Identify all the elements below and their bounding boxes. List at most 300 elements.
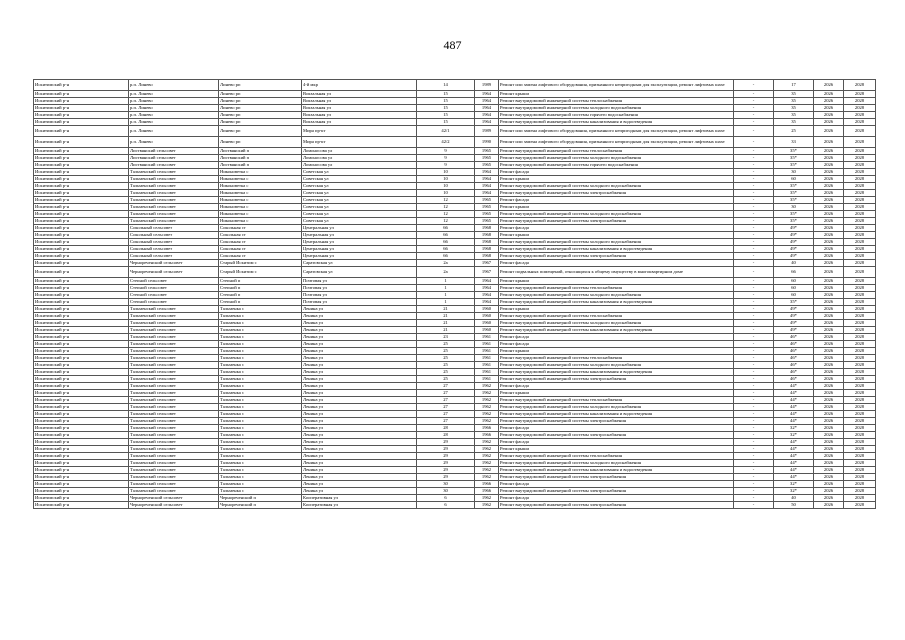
settlement-cell: Сокольная ст: [219, 253, 302, 260]
work-type-cell: Ремонт внутридомовой инженерной системы теплоснабжения: [499, 98, 734, 105]
end-year-cell: 2028: [844, 327, 876, 334]
municipality-cell: Тальменский сельсовет: [129, 334, 219, 341]
work-type-cell: Ремонт внутридомовой инженерной системы холодного водоснабжения: [499, 155, 734, 162]
end-year-cell: 2028: [844, 278, 876, 285]
year-built-cell: 1962: [475, 474, 499, 481]
work-type-cell: Ремонт фасада: [499, 169, 734, 176]
table-row: [34, 260, 876, 267]
dash-cell: -: [734, 232, 774, 239]
dash-cell: -: [734, 376, 774, 383]
house-number-cell: 25: [417, 376, 475, 383]
house-number-cell: 29: [417, 446, 475, 453]
municipality-cell: Степной сельсовет: [129, 285, 219, 292]
district-cell: Искитимский р-н: [34, 218, 129, 225]
house-number-cell: 25: [417, 369, 475, 376]
municipality-cell: Тальменский сельсовет: [129, 467, 219, 474]
settlement-cell: Тальменка с: [219, 376, 302, 383]
house-number-cell: 15: [417, 91, 475, 98]
start-year-cell: 2026: [814, 460, 844, 467]
street-cell: Советская ул: [302, 197, 417, 204]
table-row: [34, 390, 876, 397]
year-built-cell: 1965: [475, 162, 499, 169]
term-cell: 44*: [774, 390, 814, 397]
municipality-cell: Тальменский сельсовет: [129, 418, 219, 425]
house-number-cell: 25: [417, 362, 475, 369]
start-year-cell: 2026: [814, 285, 844, 292]
dash-cell: -: [734, 155, 774, 162]
street-cell: Ленина ул: [302, 306, 417, 313]
district-cell: Искитимский р-н: [34, 176, 129, 183]
end-year-cell: 2028: [844, 390, 876, 397]
dash-cell: -: [734, 355, 774, 362]
house-number-cell: 42/1: [417, 126, 475, 137]
settlement-cell: Тальменка с: [219, 411, 302, 418]
municipality-cell: Тальменский сельсовет: [129, 341, 219, 348]
street-cell: Вокзальная ул: [302, 112, 417, 119]
municipality-cell: Тальменский сельсовет: [129, 306, 219, 313]
house-number-cell: 29: [417, 453, 475, 460]
street-cell: Вокзальная ул: [302, 119, 417, 126]
work-type-cell: Ремонт фасада: [499, 495, 734, 502]
house-number-cell: 6: [417, 495, 475, 502]
start-year-cell: 2026: [814, 225, 844, 232]
work-type-cell: Ремонт внутридомовой инженерной системы канализования и водоотведения: [499, 299, 734, 306]
year-built-cell: 1965: [475, 197, 499, 204]
municipality-cell: р.п. Линево: [129, 80, 219, 91]
house-number-cell: 21: [417, 306, 475, 313]
start-year-cell: 2026: [814, 418, 844, 425]
settlement-cell: Никоноветка с: [219, 204, 302, 211]
street-cell: Центральная ул: [302, 232, 417, 239]
year-built-cell: 1962: [475, 390, 499, 397]
table-row: [34, 253, 876, 260]
year-built-cell: 1968: [475, 232, 499, 239]
settlement-cell: Тальменка с: [219, 460, 302, 467]
end-year-cell: 2028: [844, 404, 876, 411]
table-row: [34, 299, 876, 306]
work-type-cell: Ремонт внутридомовой инженерной системы канализования и водоотведения: [499, 369, 734, 376]
term-cell: 33: [774, 137, 814, 148]
term-cell: 44*: [774, 453, 814, 460]
settlement-cell: Тальменка с: [219, 467, 302, 474]
dash-cell: -: [734, 98, 774, 105]
house-number-cell: 21: [417, 327, 475, 334]
term-cell: 44*: [774, 404, 814, 411]
year-built-cell: 1961: [475, 355, 499, 362]
year-built-cell: 1964: [475, 98, 499, 105]
term-cell: 35: [774, 105, 814, 112]
table-row: [34, 439, 876, 446]
street-cell: Ломоносова ул: [302, 162, 417, 169]
municipality-cell: Тальменский сельсовет: [129, 481, 219, 488]
start-year-cell: 2026: [814, 148, 844, 155]
year-built-cell: 1960: [475, 313, 499, 320]
district-cell: Искитимский р-н: [34, 190, 129, 197]
term-cell: 50: [774, 502, 814, 509]
dash-cell: -: [734, 397, 774, 404]
work-type-cell: Ремонт внутридомовой инженерной системы теплоснабжения: [499, 453, 734, 460]
dash-cell: -: [734, 362, 774, 369]
year-built-cell: 1961: [475, 362, 499, 369]
end-year-cell: 2028: [844, 105, 876, 112]
municipality-cell: Чернореченский сельсовет: [129, 502, 219, 509]
street-cell: Ленина ул: [302, 460, 417, 467]
municipality-cell: Тальменский сельсовет: [129, 446, 219, 453]
start-year-cell: 2026: [814, 432, 844, 439]
dash-cell: -: [734, 211, 774, 218]
dash-cell: -: [734, 137, 774, 148]
street-cell: Центральная ул: [302, 246, 417, 253]
house-number-cell: 21: [417, 313, 475, 320]
table-row: [34, 232, 876, 239]
start-year-cell: 2026: [814, 267, 844, 278]
term-cell: 35*: [774, 218, 814, 225]
table-row: [34, 502, 876, 509]
end-year-cell: 2028: [844, 488, 876, 495]
start-year-cell: 2026: [814, 169, 844, 176]
dash-cell: -: [734, 369, 774, 376]
district-cell: Искитимский р-н: [34, 225, 129, 232]
municipality-cell: р.п. Линево: [129, 91, 219, 98]
street-cell: Ломоносова ул: [302, 155, 417, 162]
work-type-cell: Ремонт крыши: [499, 176, 734, 183]
municipality-cell: Тальменский сельсовет: [129, 211, 219, 218]
work-type-cell: Ремонт крыши: [499, 348, 734, 355]
dash-cell: -: [734, 239, 774, 246]
house-number-cell: 66: [417, 253, 475, 260]
house-number-cell: 6: [417, 502, 475, 509]
start-year-cell: 2026: [814, 137, 844, 148]
work-type-cell: Ремонт крыши: [499, 91, 734, 98]
table-row: [34, 190, 876, 197]
start-year-cell: 2026: [814, 306, 844, 313]
table-row: [34, 495, 876, 502]
table-row: [34, 148, 876, 155]
street-cell: Ленина ул: [302, 390, 417, 397]
house-number-cell: 23: [417, 334, 475, 341]
settlement-cell: Никоноветка с: [219, 176, 302, 183]
work-type-cell: Ремонт крыши: [499, 306, 734, 313]
work-type-cell: Ремонт подвальных помещений, относящихся к общему имуществу в многоквартирном доме: [499, 267, 734, 278]
street-cell: Советская ул: [302, 218, 417, 225]
street-cell: Ленина ул: [302, 467, 417, 474]
municipality-cell: Тальменский сельсовет: [129, 355, 219, 362]
year-built-cell: 1967: [475, 260, 499, 267]
year-built-cell: 1964: [475, 299, 499, 306]
table-row: [34, 112, 876, 119]
dash-cell: -: [734, 341, 774, 348]
street-cell: Ленина ул: [302, 404, 417, 411]
start-year-cell: 2026: [814, 105, 844, 112]
district-cell: Искитимский р-н: [34, 488, 129, 495]
street-cell: Ленина ул: [302, 313, 417, 320]
term-cell: 60: [774, 176, 814, 183]
term-cell: 44*: [774, 397, 814, 404]
term-cell: 49*: [774, 320, 814, 327]
term-cell: 60: [774, 285, 814, 292]
street-cell: Центральная ул: [302, 239, 417, 246]
dash-cell: -: [734, 327, 774, 334]
settlement-cell: Линево рп: [219, 91, 302, 98]
work-type-cell: Ремонт фасада: [499, 197, 734, 204]
end-year-cell: 2028: [844, 246, 876, 253]
settlement-cell: Никоноветка с: [219, 190, 302, 197]
district-cell: Искитимский р-н: [34, 418, 129, 425]
end-year-cell: 2028: [844, 418, 876, 425]
municipality-cell: р.п. Линево: [129, 126, 219, 137]
municipality-cell: Тальменский сельсовет: [129, 411, 219, 418]
dash-cell: -: [734, 162, 774, 169]
start-year-cell: 2026: [814, 253, 844, 260]
work-type-cell: Ремонт внутридомовой инженерной системы электроснабжения: [499, 418, 734, 425]
start-year-cell: 2026: [814, 239, 844, 246]
dash-cell: -: [734, 299, 774, 306]
dash-cell: -: [734, 253, 774, 260]
house-number-cell: 10: [417, 183, 475, 190]
start-year-cell: 2026: [814, 292, 844, 299]
work-type-cell: Ремонт внутридомовой инженерной системы теплоснабжения: [499, 148, 734, 155]
municipality-cell: Тальменский сельсовет: [129, 327, 219, 334]
end-year-cell: 2028: [844, 253, 876, 260]
end-year-cell: 2028: [844, 425, 876, 432]
district-cell: Искитимский р-н: [34, 390, 129, 397]
municipality-cell: Тальменский сельсовет: [129, 474, 219, 481]
year-built-cell: 1968: [475, 239, 499, 246]
district-cell: Искитимский р-н: [34, 327, 129, 334]
work-type-cell: Ремонт крыши: [499, 446, 734, 453]
work-type-cell: Ремонт крыши: [499, 204, 734, 211]
house-number-cell: 25: [417, 355, 475, 362]
year-built-cell: 1965: [475, 204, 499, 211]
work-type-cell: Ремонт внутридомовой инженерной системы холодного водоснабжения: [499, 239, 734, 246]
settlement-cell: Степной п: [219, 278, 302, 285]
work-type-cell: Ремонт внутридомовой инженерной системы канализования и водоотведения: [499, 119, 734, 126]
municipality-cell: Листвянский сельсовет: [129, 155, 219, 162]
dash-cell: -: [734, 278, 774, 285]
district-cell: Искитимский р-н: [34, 91, 129, 98]
settlement-cell: Степной п: [219, 299, 302, 306]
settlement-cell: Листвянский п: [219, 148, 302, 155]
table-row: [34, 176, 876, 183]
end-year-cell: 2028: [844, 313, 876, 320]
dash-cell: -: [734, 383, 774, 390]
term-cell: 66: [774, 267, 814, 278]
table-row: [34, 376, 876, 383]
end-year-cell: 2028: [844, 495, 876, 502]
settlement-cell: Тальменка с: [219, 327, 302, 334]
start-year-cell: 2026: [814, 376, 844, 383]
district-cell: Искитимский р-н: [34, 474, 129, 481]
table-row: [34, 137, 876, 148]
dash-cell: -: [734, 334, 774, 341]
term-cell: 35: [774, 91, 814, 98]
house-number-cell: 29: [417, 467, 475, 474]
start-year-cell: 2026: [814, 112, 844, 119]
house-number-cell: 2а: [417, 260, 475, 267]
term-cell: 35*: [774, 162, 814, 169]
street-cell: Советская ул: [302, 211, 417, 218]
dash-cell: -: [734, 148, 774, 155]
start-year-cell: 2026: [814, 176, 844, 183]
municipality-cell: Тальменский сельсовет: [129, 348, 219, 355]
street-cell: Ленина ул: [302, 327, 417, 334]
house-number-cell: 1: [417, 292, 475, 299]
street-cell: Ломоносова ул: [302, 148, 417, 155]
end-year-cell: 2028: [844, 211, 876, 218]
term-cell: 44*: [774, 467, 814, 474]
dash-cell: -: [734, 404, 774, 411]
end-year-cell: 2028: [844, 341, 876, 348]
dash-cell: -: [734, 502, 774, 509]
district-cell: Искитимский р-н: [34, 502, 129, 509]
work-type-cell: Ремонт фасада: [499, 260, 734, 267]
start-year-cell: 2026: [814, 362, 844, 369]
street-cell: Вокзальная ул: [302, 98, 417, 105]
end-year-cell: 2028: [844, 474, 876, 481]
settlement-cell: Никоноветка с: [219, 218, 302, 225]
district-cell: Искитимский р-н: [34, 80, 129, 91]
municipality-cell: р.п. Линево: [129, 98, 219, 105]
table-row: [34, 411, 876, 418]
municipality-cell: Степной сельсовет: [129, 292, 219, 299]
district-cell: Искитимский р-н: [34, 183, 129, 190]
end-year-cell: 2028: [844, 502, 876, 509]
end-year-cell: 2028: [844, 285, 876, 292]
district-cell: Искитимский р-н: [34, 404, 129, 411]
year-built-cell: 1990: [475, 137, 499, 148]
work-type-cell: Ремонт фасада: [499, 225, 734, 232]
municipality-cell: Тальменский сельсовет: [129, 404, 219, 411]
municipality-cell: Тальменский сельсовет: [129, 169, 219, 176]
year-built-cell: 1964: [475, 190, 499, 197]
settlement-cell: Тальменка с: [219, 474, 302, 481]
street-cell: Советская ул: [302, 190, 417, 197]
street-cell: Кооперативная ул: [302, 502, 417, 509]
municipality-cell: Тальменский сельсовет: [129, 204, 219, 211]
work-type-cell: Ремонт или замена лифтового оборудования, признанного непригодным для эксплуатации, ремонт лифтовых шахт: [499, 126, 734, 137]
start-year-cell: 2026: [814, 119, 844, 126]
settlement-cell: Никоноветка с: [219, 211, 302, 218]
dash-cell: -: [734, 439, 774, 446]
settlement-cell: Старый Искитим с: [219, 267, 302, 278]
work-type-cell: Ремонт крыши: [499, 278, 734, 285]
work-type-cell: Ремонт внутридомовой инженерной системы канализования и водоотведения: [499, 246, 734, 253]
dash-cell: -: [734, 105, 774, 112]
street-cell: Вокзальная ул: [302, 105, 417, 112]
term-cell: 44*: [774, 411, 814, 418]
district-cell: Искитимский р-н: [34, 253, 129, 260]
district-cell: Искитимский р-н: [34, 267, 129, 278]
district-cell: Искитимский р-н: [34, 362, 129, 369]
municipality-cell: Степной сельсовет: [129, 299, 219, 306]
house-number-cell: 28: [417, 425, 475, 432]
dash-cell: -: [734, 204, 774, 211]
house-number-cell: 27: [417, 411, 475, 418]
start-year-cell: 2026: [814, 411, 844, 418]
term-cell: 44*: [774, 439, 814, 446]
street-cell: Советская ул: [302, 204, 417, 211]
house-number-cell: 9: [417, 155, 475, 162]
year-built-cell: 1968: [475, 253, 499, 260]
dash-cell: -: [734, 481, 774, 488]
end-year-cell: 2028: [844, 267, 876, 278]
settlement-cell: Степной п: [219, 285, 302, 292]
street-cell: Ленина ул: [302, 369, 417, 376]
district-cell: Искитимский р-н: [34, 453, 129, 460]
settlement-cell: Тальменка с: [219, 418, 302, 425]
dash-cell: -: [734, 467, 774, 474]
year-built-cell: 1962: [475, 495, 499, 502]
capital-repair-table: [33, 79, 876, 509]
year-built-cell: 1964: [475, 278, 499, 285]
table-row: [34, 320, 876, 327]
house-number-cell: 27: [417, 418, 475, 425]
house-number-cell: 27: [417, 390, 475, 397]
dash-cell: -: [734, 453, 774, 460]
table-row: [34, 467, 876, 474]
start-year-cell: 2026: [814, 453, 844, 460]
table-row: [34, 246, 876, 253]
dash-cell: -: [734, 169, 774, 176]
settlement-cell: Линево рп: [219, 105, 302, 112]
settlement-cell: Тальменка с: [219, 439, 302, 446]
end-year-cell: 2028: [844, 348, 876, 355]
work-type-cell: Ремонт фасада: [499, 425, 734, 432]
term-cell: 60: [774, 292, 814, 299]
start-year-cell: 2026: [814, 232, 844, 239]
year-built-cell: 1960: [475, 320, 499, 327]
house-number-cell: 15: [417, 112, 475, 119]
district-cell: Искитимский р-н: [34, 98, 129, 105]
district-cell: Искитимский р-н: [34, 306, 129, 313]
house-number-cell: 15: [417, 119, 475, 126]
house-number-cell: 12: [417, 211, 475, 218]
term-cell: 25: [774, 126, 814, 137]
street-cell: 4-й мкр: [302, 80, 417, 91]
term-cell: 35*: [774, 211, 814, 218]
municipality-cell: Тальменский сельсовет: [129, 383, 219, 390]
term-cell: 30: [774, 204, 814, 211]
year-built-cell: 1962: [475, 383, 499, 390]
term-cell: 35: [774, 119, 814, 126]
house-number-cell: 12: [417, 218, 475, 225]
street-cell: Ленина ул: [302, 453, 417, 460]
settlement-cell: Тальменка с: [219, 341, 302, 348]
start-year-cell: 2026: [814, 218, 844, 225]
district-cell: Искитимский р-н: [34, 383, 129, 390]
settlement-cell: Тальменка с: [219, 348, 302, 355]
dash-cell: -: [734, 267, 774, 278]
year-built-cell: 1964: [475, 91, 499, 98]
term-cell: 46*: [774, 362, 814, 369]
settlement-cell: Линево рп: [219, 137, 302, 148]
table-row: [34, 432, 876, 439]
district-cell: Искитимский р-н: [34, 292, 129, 299]
district-cell: Искитимский р-н: [34, 260, 129, 267]
dash-cell: -: [734, 197, 774, 204]
settlement-cell: Чернореченский п: [219, 502, 302, 509]
table-row: [34, 162, 876, 169]
work-type-cell: Ремонт внутридомовой инженерной системы электроснабжения: [499, 218, 734, 225]
district-cell: Искитимский р-н: [34, 446, 129, 453]
start-year-cell: 2026: [814, 197, 844, 204]
table-row: [34, 334, 876, 341]
settlement-cell: Тальменка с: [219, 355, 302, 362]
table-row: [34, 306, 876, 313]
term-cell: 44*: [774, 460, 814, 467]
street-cell: Почтовая ул: [302, 292, 417, 299]
settlement-cell: Тальменка с: [219, 334, 302, 341]
